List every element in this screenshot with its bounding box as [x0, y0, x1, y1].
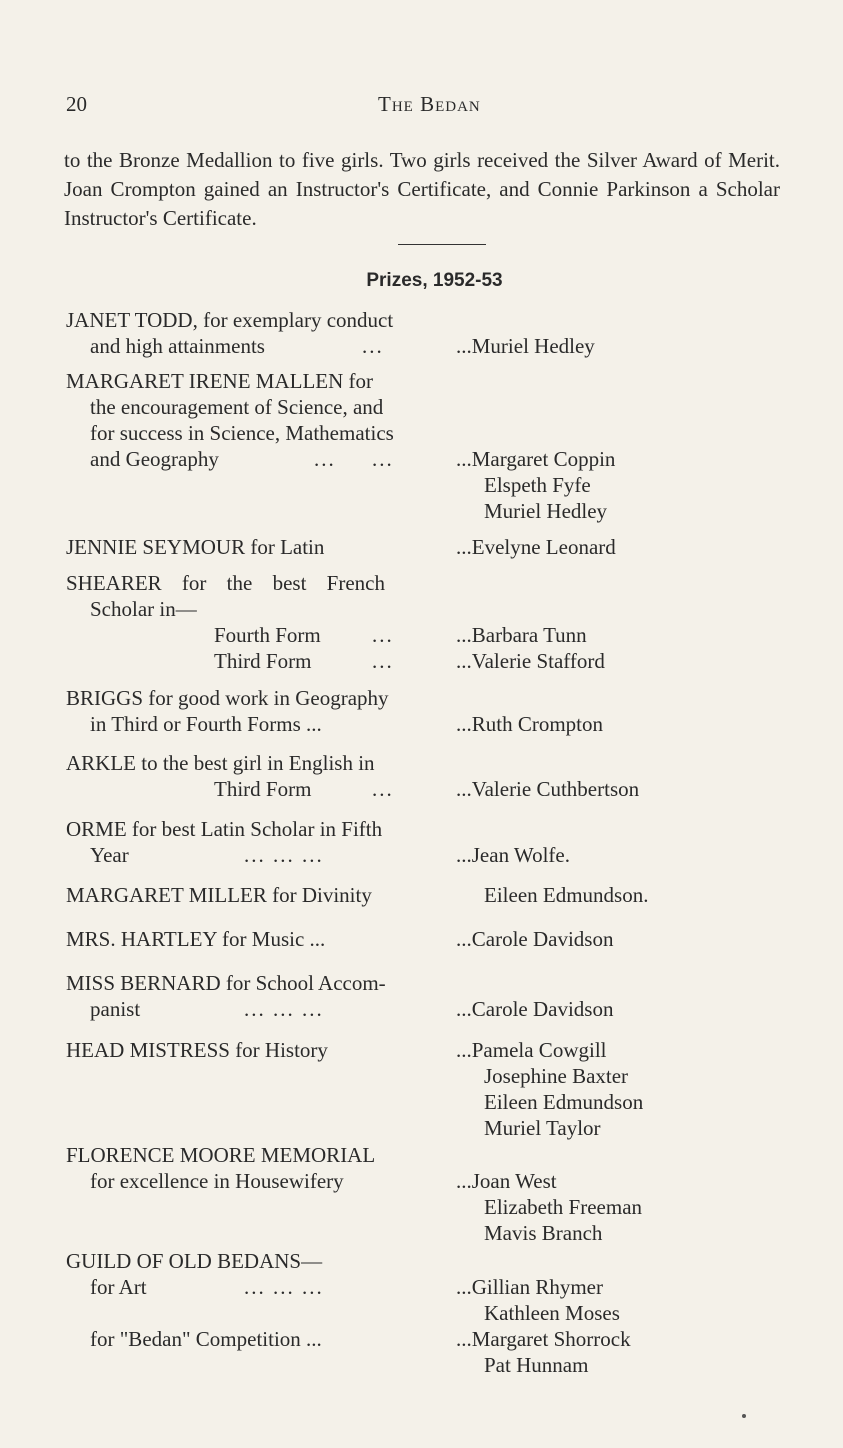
prize-line: MRS. HARTLEY for Music ... — [66, 927, 326, 951]
prize-winner: ...Carole Davidson — [456, 927, 614, 951]
prize-line: the encouragement of Science, and — [90, 395, 384, 419]
prize-line: GUILD OF OLD BEDANS— — [66, 1249, 323, 1273]
prize-line: in Third or Fourth Forms ... — [90, 712, 322, 736]
prize-winner: Mavis Branch — [484, 1221, 603, 1245]
prize-winner: ...Pamela Cowgill — [456, 1038, 607, 1062]
prize-line: ORME for best Latin Scholar in Fifth — [66, 817, 383, 841]
prize-winner: ...Evelyne Leonard — [456, 535, 616, 559]
prize-winner: Eileen Edmundson — [484, 1090, 644, 1114]
prize-winner: Josephine Baxter — [484, 1064, 629, 1088]
leader-dots: ... — [372, 777, 394, 801]
prize-line: FLORENCE MOORE MEMORIAL — [66, 1143, 376, 1167]
leader-dots: ... — [362, 334, 384, 358]
prize-line: MARGARET IRENE MALLEN for — [66, 369, 374, 393]
leader-dots: ... ... ... — [244, 1275, 324, 1299]
prize-line: JENNIE SEYMOUR for Latin — [66, 535, 325, 559]
prize-line: Third Form — [214, 649, 312, 673]
leader-dots: ... ... ... — [244, 997, 324, 1021]
prize-line: for success in Science, Mathematics — [90, 421, 394, 445]
prizes-heading: Prizes, 1952-53 — [366, 270, 503, 291]
prize-line: MARGARET MILLER for Divinity — [66, 883, 372, 907]
prize-line: BRIGGS for good work in Geography — [66, 686, 389, 710]
intro-text: to the Bronze Medallion to five girls. Two girls received the Silver Award of Merit. Joan Crompton gained an Instructor's Certificate, and Connie Parkinson a Scholar Instructor's Certificate. — [64, 148, 780, 230]
prize-winner: ...Joan West — [456, 1169, 557, 1193]
prize-line: MISS BERNARD for School Accom- — [66, 971, 386, 995]
prize-winner: Muriel Taylor — [484, 1116, 601, 1140]
prize-line: Third Form — [214, 777, 312, 801]
intro-paragraph — [64, 146, 780, 233]
prize-winner: Muriel Hedley — [484, 499, 608, 523]
prize-winner: ...Margaret Coppin — [456, 447, 616, 471]
prize-line: JANET TODD, for exemplary conduct — [66, 308, 394, 332]
prize-winner: ...Gillian Rhymer — [456, 1275, 603, 1299]
prize-line: panist — [90, 997, 141, 1021]
prize-line: SHEARER for the best French — [66, 571, 385, 595]
prize-line: ARKLE to the best girl in English in — [66, 751, 375, 775]
prize-winner: Eileen Edmundson. — [484, 883, 649, 907]
prize-winner: ...Valerie Cuthbertson — [456, 777, 640, 801]
prize-winner: ...Carole Davidson — [456, 997, 614, 1021]
prize-winner: ...Muriel Hedley — [456, 334, 595, 358]
prize-line: HEAD MISTRESS for History — [66, 1038, 328, 1062]
prize-line: Year — [90, 843, 129, 867]
prize-winner: Pat Hunnam — [484, 1353, 589, 1377]
prize-line: for Art — [90, 1275, 147, 1299]
prize-winner: ...Ruth Crompton — [456, 712, 604, 736]
leader-dots: ... — [314, 447, 336, 471]
prize-line: for "Bedan" Competition ... — [90, 1327, 322, 1351]
leader-dots: ... — [372, 447, 394, 471]
prize-line: Fourth Form — [214, 623, 321, 647]
prize-winner: Kathleen Moses — [484, 1301, 620, 1325]
page-number: 20 — [66, 92, 87, 116]
prize-line: for excellence in Housewifery — [90, 1169, 344, 1193]
leader-dots: ... ... ... — [244, 843, 324, 867]
prize-winner: ...Jean Wolfe. — [456, 843, 570, 867]
prize-winner: ...Margaret Shorrock — [456, 1327, 631, 1351]
leader-dots: ... — [372, 649, 394, 673]
prize-line: Scholar in— — [90, 597, 197, 621]
running-title: The Bedan — [378, 92, 481, 116]
prize-line: and high attainments — [90, 334, 265, 358]
page-header — [66, 92, 766, 122]
prize-winner: Elspeth Fyfe — [484, 473, 591, 497]
prize-winner: Elizabeth Freeman — [484, 1195, 643, 1219]
prize-winner: ...Barbara Tunn — [456, 623, 587, 647]
section-divider — [398, 244, 486, 245]
prize-line: and Geography — [90, 447, 219, 471]
page-speck — [742, 1414, 746, 1418]
prize-winner: ...Valerie Stafford — [456, 649, 605, 673]
leader-dots: ... — [372, 623, 394, 647]
